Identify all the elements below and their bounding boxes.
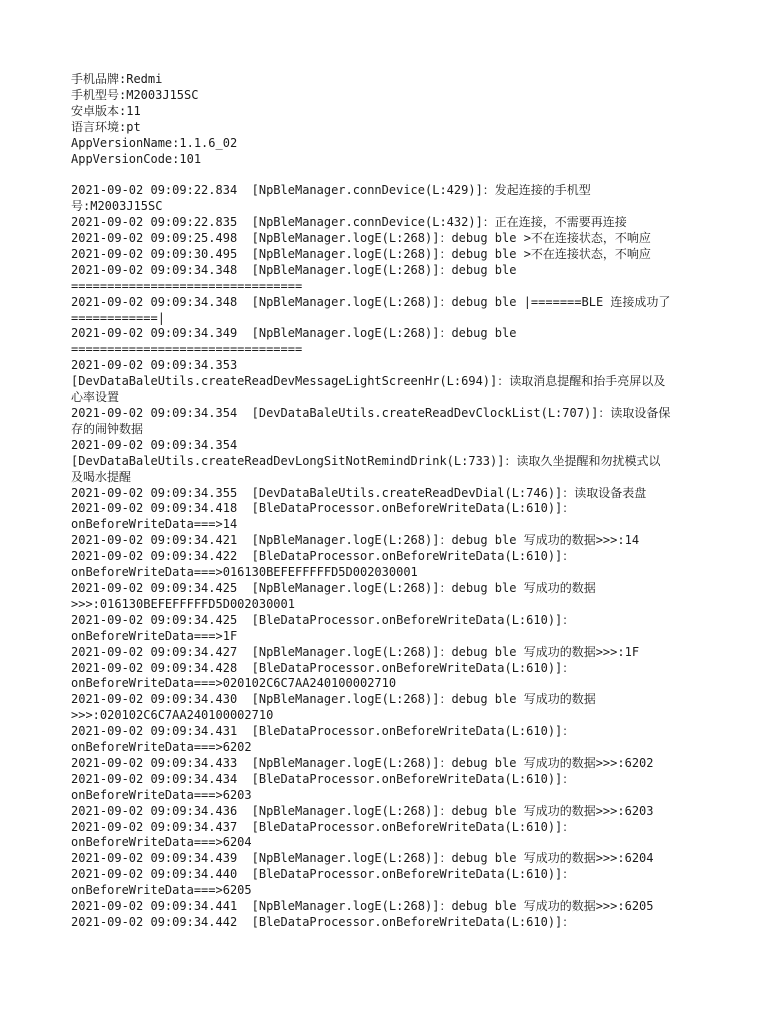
log-line: 2021-09-02 09:09:34.353 <box>71 358 238 373</box>
log-line: >>>:020102C6C7AA240100002710 <box>71 708 274 723</box>
log-line: 心率设置 <box>71 390 120 405</box>
log-line: ============| <box>71 310 165 325</box>
log-line: onBeforeWriteData===>020102C6C7AA240100002710 <box>71 676 397 691</box>
log-line: [DevDataBaleUtils.createReadDevMessageLightScreenHr(L:694)]：读取消息提醒和抬手亮屏以及 <box>71 374 666 389</box>
log-line: 2021-09-02 09:09:34.425 [BleDataProcessor.onBeforeWriteData(L:610)]： <box>71 612 575 627</box>
log-line: 2021-09-02 09:09:34.348 [NpBleManager.logE(L:268)]：debug ble |=======BLE 连接成功了 <box>71 294 671 309</box>
log-line: 2021-09-02 09:09:34.440 [BleDataProcessor.onBeforeWriteData(L:610)]： <box>71 867 575 882</box>
log-block <box>71 183 711 931</box>
log-line: 2021-09-02 09:09:34.431 [BleDataProcessor.onBeforeWriteData(L:610)]： <box>71 724 575 739</box>
log-line: 2021-09-02 09:09:34.421 [NpBleManager.logE(L:268)]：debug ble 写成功的数据>>>:14 <box>71 533 640 548</box>
app-version-name-line: AppVersionName:1.1.6_02 <box>71 135 238 150</box>
log-line: 2021-09-02 09:09:22.835 [NpBleManager.connDevice(L:432)]：正在连接，不需要再连接 <box>71 215 627 230</box>
app-version-code-line: AppVersionCode:101 <box>71 151 202 166</box>
log-line: 2021-09-02 09:09:22.834 [NpBleManager.connDevice(L:429)]：发起连接的手机型 <box>71 183 591 198</box>
log-line: 号:M2003J15SC <box>71 199 163 214</box>
log-line: onBeforeWriteData===>14 <box>71 517 238 532</box>
log-line: 2021-09-02 09:09:34.434 [BleDataProcessor.onBeforeWriteData(L:610)]： <box>71 771 575 786</box>
log-line: 2021-09-02 09:09:34.354 [DevDataBaleUtils.createReadDevClockList(L:707)]：读取设备保 <box>71 406 671 421</box>
log-document <box>71 72 711 931</box>
android-version-line: 安卓版本:11 <box>71 103 141 118</box>
log-line: 2021-09-02 09:09:34.355 [DevDataBaleUtils.createReadDevDial(L:746)]：读取设备表盘 <box>71 485 647 500</box>
log-line: onBeforeWriteData===>1F <box>71 628 238 643</box>
log-line: 2021-09-02 09:09:34.425 [NpBleManager.logE(L:268)]：debug ble 写成功的数据 <box>71 580 596 595</box>
log-line: 存的闹钟数据 <box>71 421 144 436</box>
device-brand-line: 手机品牌:Redmi <box>71 72 163 86</box>
log-line: 2021-09-02 09:09:34.422 [BleDataProcessor.onBeforeWriteData(L:610)]： <box>71 549 575 564</box>
log-line: 2021-09-02 09:09:34.349 [NpBleManager.logE(L:268)]：debug ble <box>71 326 517 341</box>
log-line: 2021-09-02 09:09:25.498 [NpBleManager.logE(L:268)]：debug ble >不在连接状态，不响应 <box>71 231 651 246</box>
log-line: 2021-09-02 09:09:34.437 [BleDataProcessor.onBeforeWriteData(L:610)]： <box>71 819 575 834</box>
log-line: 2021-09-02 09:09:34.430 [NpBleManager.logE(L:268)]：debug ble 写成功的数据 <box>71 692 596 707</box>
device-model-line: 手机型号:M2003J15SC <box>71 87 199 102</box>
log-line: 2021-09-02 09:09:30.495 [NpBleManager.logE(L:268)]：debug ble >不在连接状态，不响应 <box>71 246 651 261</box>
log-line: 2021-09-02 09:09:34.442 [BleDataProcessor.onBeforeWriteData(L:610)]： <box>71 915 575 930</box>
language-line: 语言环境:pt <box>71 119 141 134</box>
log-line: [DevDataBaleUtils.createReadDevLongSitNotRemindDrink(L:733)]：读取久坐提醒和勿扰模式以 <box>71 453 661 468</box>
log-line: 2021-09-02 09:09:34.428 [BleDataProcessor.onBeforeWriteData(L:610)]： <box>71 660 575 675</box>
log-line: 2021-09-02 09:09:34.439 [NpBleManager.logE(L:268)]：debug ble 写成功的数据>>>:6204 <box>71 851 654 866</box>
section-gap <box>71 167 711 183</box>
log-line: 2021-09-02 09:09:34.433 [NpBleManager.logE(L:268)]：debug ble 写成功的数据>>>:6202 <box>71 755 654 770</box>
log-line: 2021-09-02 09:09:34.348 [NpBleManager.logE(L:268)]：debug ble <box>71 262 517 277</box>
log-line: 2021-09-02 09:09:34.441 [NpBleManager.logE(L:268)]：debug ble 写成功的数据>>>:6205 <box>71 899 654 914</box>
log-line: 及喝水提醒 <box>71 469 132 484</box>
log-line: >>>:016130BEFEFFFFFD5D002030001 <box>71 596 295 611</box>
log-line: 2021-09-02 09:09:34.436 [NpBleManager.logE(L:268)]：debug ble 写成功的数据>>>:6203 <box>71 803 654 818</box>
log-line: ================================ <box>71 342 303 357</box>
device-info-block <box>71 72 711 167</box>
log-line: ================================ <box>71 278 303 293</box>
log-line: 2021-09-02 09:09:34.427 [NpBleManager.logE(L:268)]：debug ble 写成功的数据>>>:1F <box>71 644 640 659</box>
log-line: onBeforeWriteData===>6202 <box>71 740 252 755</box>
log-line: onBeforeWriteData===>6205 <box>71 883 252 898</box>
log-line: 2021-09-02 09:09:34.418 [BleDataProcessor.onBeforeWriteData(L:610)]： <box>71 501 575 516</box>
log-line: onBeforeWriteData===>6204 <box>71 835 252 850</box>
log-line: 2021-09-02 09:09:34.354 <box>71 437 238 452</box>
log-line: onBeforeWriteData===>6203 <box>71 787 252 802</box>
log-line: onBeforeWriteData===>016130BEFEFFFFFD5D002030001 <box>71 565 418 580</box>
